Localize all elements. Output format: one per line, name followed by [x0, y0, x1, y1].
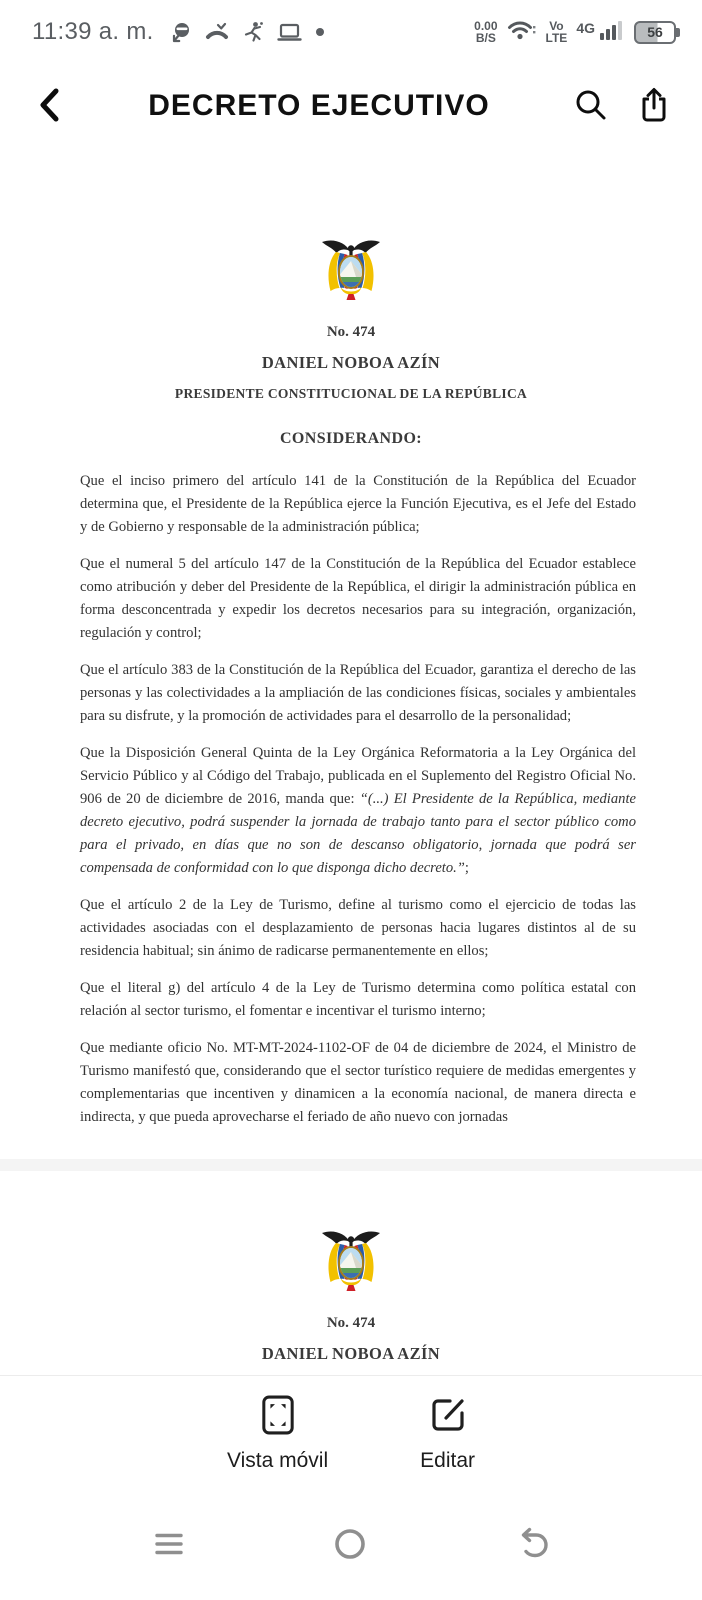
decree-number: No. 474 [326, 1315, 376, 1331]
decree-body-text [0, 448, 702, 1129]
ecuador-coat-of-arms-icon [319, 238, 383, 314]
missed-call-icon [205, 21, 229, 43]
network-type: 4G [576, 20, 595, 36]
paragraph: Que el artículo 2 de la Ley de Turismo, define al turismo como el ejercicio de todas las actividades asociadas con el desplazamiento de personas hacia lugares distintos al de su residencia habitual; sin ánimo de radicarse permanentemente en ellos; [80, 897, 636, 959]
page-break-separator [0, 1159, 702, 1171]
document-page-2 [0, 1171, 702, 1375]
mobile-view-button[interactable] [227, 1394, 328, 1473]
volte-indicator: Vo LTE [545, 18, 568, 45]
nav-back-button[interactable] [514, 1527, 550, 1564]
status-indicators [474, 18, 676, 47]
search-button[interactable] [568, 82, 614, 131]
page-title: DECRETO EJECUTIVO [148, 89, 490, 122]
share-button[interactable] [632, 81, 676, 132]
paragraph: Que la Disposición General Quinta de la Ley Orgánica Reformatoria a la Ley Orgánica del Servicio Público y al Código del Trabajo, publicada en el Suplemento del Registro Oficial No. 906 de 20 de diciembre de 2016, manda que: “(...) El Presidente de la República, mediante decreto ejecutivo, podrá suspender la jornada de trabajo tanto para el sector público como para el privado, en días que no son de descanso obligatorio, jornada que podrá ser compensada de conformidad con lo que disponga dicho decreto.”; [80, 745, 636, 876]
signal-bars-icon [600, 19, 625, 46]
paragraph: Que el inciso primero del artículo 141 de la Constitución de la República del Ecuador determina que, el Presidente de la República ejerce la Función Ejecutiva, es el Jefe del Estado y de Gobierno y responsable de la administración pública; [80, 473, 636, 535]
decree-number: No. 474 [326, 324, 376, 340]
edit-button[interactable] [420, 1394, 475, 1473]
notification-dot-icon [315, 27, 325, 37]
home-circle-icon [333, 1527, 367, 1564]
laptop-icon [277, 21, 302, 43]
nav-menu-button[interactable] [152, 1529, 186, 1562]
mobile-view-label: Vista móvil [226, 1449, 329, 1472]
share-icon [638, 87, 670, 126]
mobile-view-icon [261, 1394, 295, 1439]
paragraph: Que mediante oficio No. MT-MT-2024-1102-OF de 04 de diciembre de 2024, el Ministro de Turismo manifestó que, considerando que el sector turístico requiere de medidas emergentes y complementarias que incentiven y dinamicen a la economía nacional, de manera directa e indirecta, y que pueda aprovecharse el feriado de año nuevo con jornadas [80, 1040, 636, 1125]
nav-home-button[interactable] [333, 1527, 367, 1564]
paragraph: Que el artículo 383 de la Constitución de la República del Ecuador, garantiza el derecho de las personas y las colectividades a la ampliación de las condiciones físicas, sociales y ambientales para su disfrute, y la promoción de actividades para el desarrollo de la personalidad; [80, 662, 636, 724]
bottom-toolbar [0, 1375, 702, 1491]
wifi-icon [507, 18, 537, 47]
edit-label: Editar [420, 1449, 475, 1472]
avatar-icon [170, 21, 192, 43]
search-icon [574, 88, 608, 125]
menu-icon [152, 1529, 186, 1562]
president-title: PRESIDENTE CONSTITUCIONAL DE LA REPÚBLICA [174, 386, 528, 401]
ecuador-coat-of-arms-icon [319, 1229, 383, 1305]
battery-icon: 56 [634, 21, 676, 44]
edit-icon [430, 1394, 466, 1439]
legal-quote: “(...) El Presidente de la República, mediante decreto ejecutivo, podrá suspender la jornada de trabajo tanto para el sector público como para el privado, en días que no son de descanso obligatorio, jornada que podrá ser compensada de conformidad con lo que disponga dicho decreto.” [80, 791, 636, 876]
document-viewer[interactable] [0, 154, 702, 1375]
data-rate: 0.00 B/S [474, 18, 498, 45]
clock: 11:39 a. m. [32, 18, 154, 45]
president-name: DANIEL NOBOA AZÍN [261, 353, 441, 372]
android-nav-bar [0, 1491, 702, 1599]
section-heading: CONSIDERANDO: [279, 430, 423, 447]
paragraph: Que el literal g) del artículo 4 de la Ley de Turismo determina como política estatal con relación al sector turismo, el fomentar e incentivar el turismo interno; [80, 980, 636, 1019]
runner-icon [242, 21, 264, 43]
notification-icons [170, 21, 325, 43]
president-name: DANIEL NOBOA AZÍN [261, 1344, 441, 1363]
chevron-left-icon [34, 86, 64, 127]
back-button[interactable] [28, 80, 70, 133]
back-arrow-icon [514, 1527, 550, 1564]
app-header [0, 58, 702, 154]
paragraph: Que el numeral 5 del artículo 147 de la Constitución de la República del Ecuador establece como atribución y deber del Presidente de la República, el dirigir la administración pública en forma desconcentrada y expedir los decretos necesarios para su integración, organización, regulación y control; [80, 556, 636, 641]
document-page-1 [0, 154, 702, 1159]
status-bar [0, 0, 702, 58]
